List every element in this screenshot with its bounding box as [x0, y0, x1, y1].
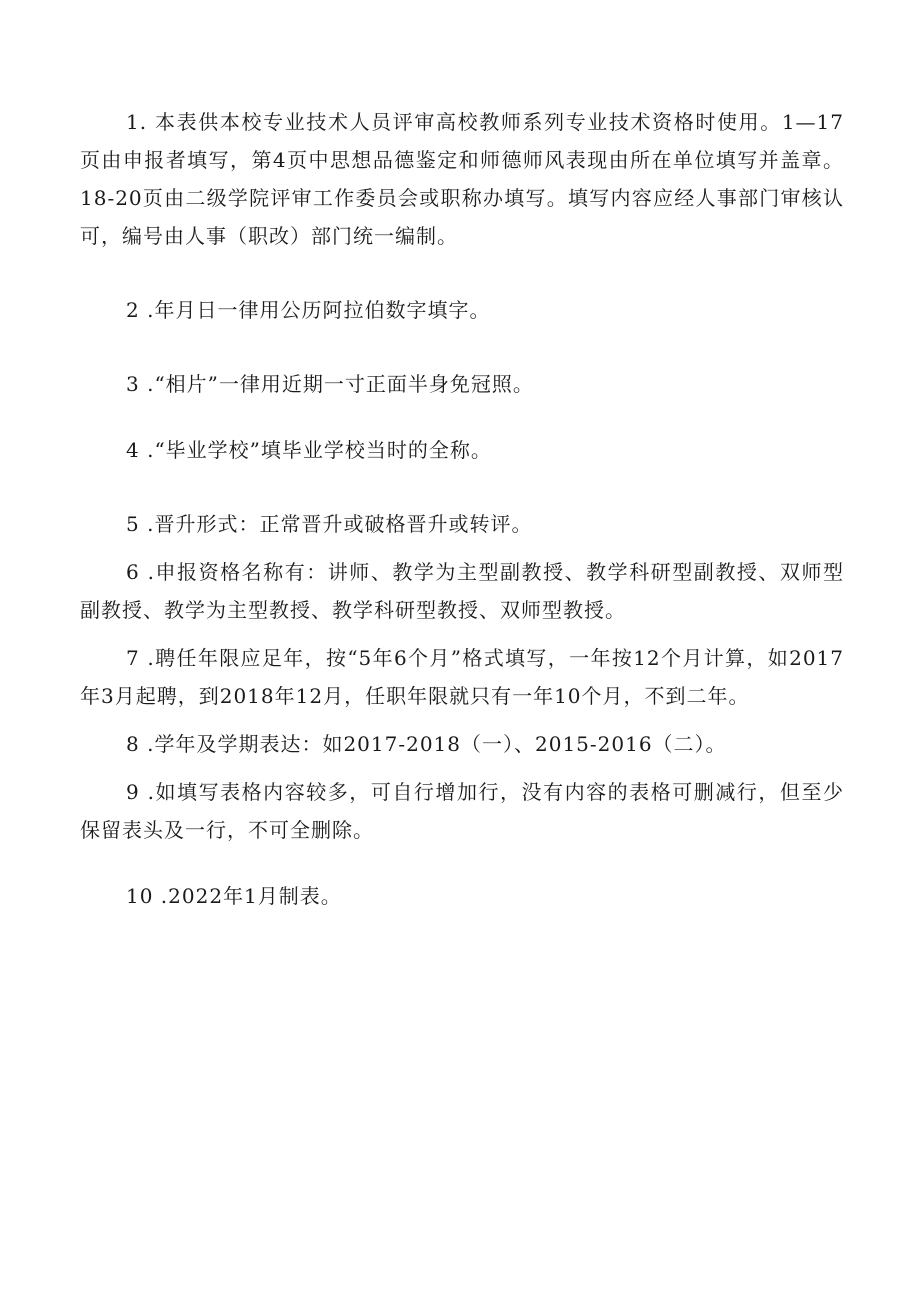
instruction-item-1: 1. 本表供本校专业技术人员评审高校教师系列专业技术资格时使用。1—17页由申报者填写，第4页中思想品德鉴定和师德师风表现由所在单位填写并盖章。18-20页由二级学院评审工作委员会或职称办填写。填写内容应经人事部门审核认可，编号由人事（职改）部门统一编制。 [80, 110, 844, 248]
instructions-list [80, 103, 844, 915]
instruction-item-3: 3 .“相片”一律用近期一寸正面半身免冠照。 [126, 372, 534, 396]
instruction-item-4: 4 .“毕业学校”填毕业学校当时的全称。 [126, 438, 492, 462]
instruction-item-2: 2 .年月日一律用公历阿拉伯数字填字。 [126, 298, 491, 322]
instruction-item-6: 6 .申报资格名称有：讲师、教学为主型副教授、教学科研型副教授、双师型副教授、教学为主型教授、教学科研型教授、双师型教授。 [80, 560, 844, 622]
instruction-item-8: 8 .学年及学期表达：如2017-2018（一）、2015-2016（二）。 [126, 732, 727, 756]
instruction-item-5: 5 .晋升形式：正常晋升或破格晋升或转评。 [126, 512, 533, 536]
instruction-item-7: 7 .聘任年限应足年，按“5年6个月”格式填写，一年按12个月计算，如2017年3月起聘，到2018年12月，任职年限就只有一年10个月，不到二年。 [80, 646, 844, 708]
instruction-item-9: 9 .如填写表格内容较多，可自行增加行，没有内容的表格可删减行，但至少保留表头及一行，不可全删除。 [80, 780, 844, 842]
instruction-item-10: 10 .2022年1月制表。 [126, 884, 342, 908]
